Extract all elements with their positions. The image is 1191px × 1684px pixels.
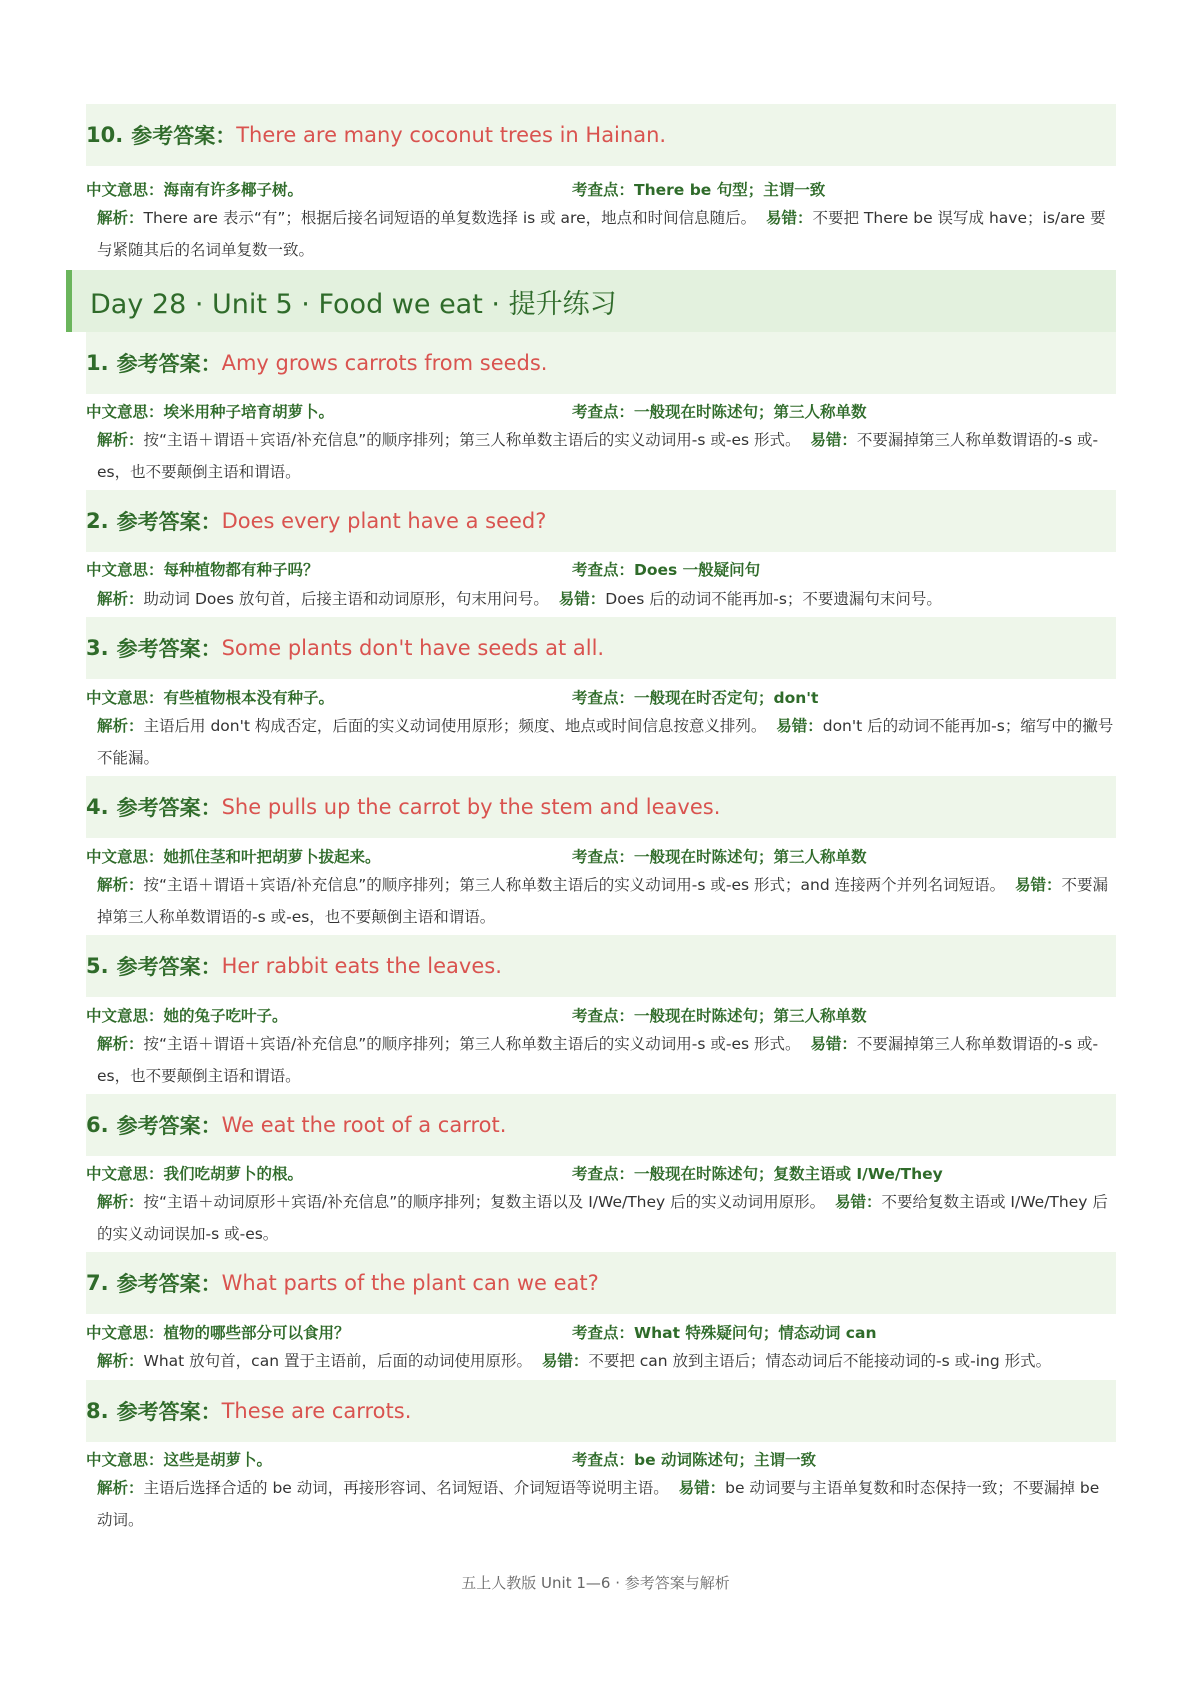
answer-text: There are many coconut trees in Hainan. — [236, 123, 667, 147]
page-footer: 五上人教版 Unit 1—6 · 参考答案与解析 — [461, 1574, 730, 1592]
answer-bar-4 — [86, 776, 1116, 838]
exp-text: 按“主语＋动词原形＋宾语/补充信息”的顺序排列；复数主语以及 I/We/They 后的实义动词用原形。 — [143, 1193, 826, 1211]
explanation-4 — [97, 869, 1116, 933]
meaning-text: 我们吃胡萝卜的根。 — [163, 1165, 304, 1183]
meaning-text: 有些植物根本没有种子。 — [163, 689, 335, 707]
err-label: 易错： — [765, 209, 813, 227]
exp-label: 解析： — [97, 1352, 144, 1370]
explanation-8 — [97, 1472, 1116, 1536]
meta-row-8 — [86, 1448, 1116, 1474]
item-number: 3. — [86, 636, 109, 660]
answer-bar-8 — [86, 1380, 1116, 1442]
err-text: Does 后的动词不能再加-s；不要遗漏句末问号。 — [605, 590, 942, 608]
item-number: 5. — [86, 954, 109, 978]
err-text: 不要给复数主语或 I/We/They 后的实义动词误加-s 或-es。 — [97, 1193, 1108, 1243]
point-label: 考查点： — [572, 181, 635, 199]
point-text: be 动词陈述句；主谓一致 — [634, 1451, 817, 1469]
meta-row-5 — [86, 1004, 1116, 1030]
answer-bar-10 — [86, 104, 1116, 166]
answer-text: Amy grows carrots from seeds. — [221, 351, 548, 375]
answer-text: What parts of the plant can we eat? — [221, 1271, 599, 1295]
answer-label: 参考答案： — [116, 1400, 222, 1424]
answer-text: We eat the root of a carrot. — [221, 1113, 507, 1137]
answer-text: Does every plant have a seed? — [221, 509, 547, 533]
item-number: 8. — [86, 1399, 109, 1423]
point-text: 一般现在时陈述句；复数主语或 I/We/They — [634, 1165, 943, 1183]
answer-text: These are carrots. — [221, 1399, 412, 1423]
point-text: There be 句型；主谓一致 — [634, 181, 826, 199]
answer-label: 参考答案： — [116, 1272, 222, 1296]
meta-row-10 — [86, 178, 1116, 204]
meta-row-2 — [86, 558, 1116, 584]
meaning-label: 中文意思： — [86, 1324, 164, 1342]
meaning-label: 中文意思： — [86, 848, 164, 866]
meaning-label: 中文意思： — [86, 181, 164, 199]
day-header: Day 28 · Unit 5 · Food we eat · 提升练习 — [66, 270, 1116, 332]
exp-label: 解析： — [97, 876, 144, 894]
point-label: 考查点： — [572, 1007, 635, 1025]
exp-label: 解析： — [97, 590, 144, 608]
meaning-label: 中文意思： — [86, 1165, 164, 1183]
answer-bar-7 — [86, 1252, 1116, 1314]
answer-bar-1 — [86, 332, 1116, 394]
err-text: don't 后的动词不能再加-s；缩写中的撇号不能漏。 — [97, 717, 1114, 767]
item-number: 1. — [86, 351, 109, 375]
item-number: 10. — [86, 123, 124, 147]
meaning-text: 她的兔子吃叶子。 — [163, 1007, 288, 1025]
answer-text: Some plants don't have seeds at all. — [221, 636, 605, 660]
point-label: 考查点： — [572, 848, 635, 866]
point-text: 一般现在时陈述句；第三人称单数 — [634, 403, 867, 421]
meaning-text: 每种植物都有种子吗？ — [163, 561, 319, 579]
point-label: 考查点： — [572, 561, 635, 579]
item-number: 4. — [86, 795, 109, 819]
meaning-text: 海南有许多椰子树。 — [163, 181, 304, 199]
exp-text: 主语后选择合适的 be 动词，再接形容词、名词短语、介词短语等说明主语。 — [143, 1479, 669, 1497]
meta-row-4 — [86, 845, 1116, 871]
explanation-7 — [97, 1345, 1116, 1377]
exp-text: What 放句首，can 置于主语前，后面的动词使用原形。 — [143, 1352, 532, 1370]
answer-bar-5 — [86, 935, 1116, 997]
item-number: 2. — [86, 509, 109, 533]
explanation-2 — [97, 583, 1116, 615]
err-label: 易错： — [1014, 876, 1062, 894]
meta-row-1 — [86, 400, 1116, 426]
err-label: 易错： — [541, 1352, 589, 1370]
answer-label: 参考答案： — [131, 124, 237, 148]
answer-label: 参考答案： — [116, 352, 222, 376]
exp-label: 解析： — [97, 717, 144, 735]
explanation-10 — [97, 202, 1116, 266]
point-label: 考查点： — [572, 1165, 635, 1183]
explanation-3 — [97, 710, 1116, 774]
exp-text: 按“主语＋谓语＋宾语/补充信息”的顺序排列；第三人称单数主语后的实义动词用-s 或-es 形式；and 连接两个并列名词短语。 — [143, 876, 1006, 894]
meta-row-7 — [86, 1321, 1116, 1347]
meaning-label: 中文意思： — [86, 689, 164, 707]
point-label: 考查点： — [572, 689, 635, 707]
answer-label: 参考答案： — [116, 510, 222, 534]
meaning-label: 中文意思： — [86, 561, 164, 579]
explanation-1 — [97, 424, 1116, 488]
point-label: 考查点： — [572, 1451, 635, 1469]
err-label: 易错： — [776, 717, 823, 735]
answer-text: She pulls up the carrot by the stem and leaves. — [221, 795, 721, 819]
exp-text: 主语后用 don't 构成否定，后面的实义动词使用原形；频度、地点或时间信息按意义排列。 — [143, 717, 767, 735]
point-label: 考查点： — [572, 403, 635, 421]
answer-bar-2 — [86, 490, 1116, 552]
exp-text: 助动词 Does 放句首，后接主语和动词原形，句末用问号。 — [143, 590, 549, 608]
point-text: 一般现在时否定句；don't — [634, 689, 819, 707]
err-label: 易错： — [810, 431, 857, 449]
point-text: 一般现在时陈述句；第三人称单数 — [634, 848, 867, 866]
meaning-text: 植物的哪些部分可以食用？ — [163, 1324, 350, 1342]
err-label: 易错： — [834, 1193, 882, 1211]
meaning-label: 中文意思： — [86, 1451, 164, 1469]
answer-label: 参考答案： — [116, 955, 222, 979]
meta-row-3 — [86, 686, 1116, 712]
err-text: 不要漏掉第三人称单数谓语的-s 或-es，也不要颠倒主语和谓语。 — [97, 431, 1099, 481]
point-text: What 特殊疑问句；情态动词 can — [634, 1324, 877, 1342]
meaning-text: 她抓住茎和叶把胡萝卜拔起来。 — [163, 848, 381, 866]
exp-label: 解析： — [97, 431, 144, 449]
err-text: 不要漏掉第三人称单数谓语的-s 或-es，也不要颠倒主语和谓语。 — [97, 876, 1109, 926]
meaning-text: 埃米用种子培育胡萝卜。 — [163, 403, 335, 421]
err-label: 易错： — [558, 590, 606, 608]
point-text: Does 一般疑问句 — [634, 561, 761, 579]
answer-label: 参考答案： — [116, 637, 222, 661]
exp-label: 解析： — [97, 1035, 144, 1053]
exp-text: 按“主语＋谓语＋宾语/补充信息”的顺序排列；第三人称单数主语后的实义动词用-s 或-es 形式。 — [143, 431, 801, 449]
explanation-6 — [97, 1186, 1116, 1250]
answer-bar-3 — [86, 617, 1116, 679]
exp-label: 解析： — [97, 1479, 144, 1497]
meaning-text: 这些是胡萝卜。 — [163, 1451, 273, 1469]
meaning-label: 中文意思： — [86, 1007, 164, 1025]
point-label: 考查点： — [572, 1324, 635, 1342]
point-text: 一般现在时陈述句；第三人称单数 — [634, 1007, 867, 1025]
exp-text: 按“主语＋谓语＋宾语/补充信息”的顺序排列；第三人称单数主语后的实义动词用-s 或-es 形式。 — [143, 1035, 801, 1053]
err-text: 不要漏掉第三人称单数谓语的-s 或-es，也不要颠倒主语和谓语。 — [97, 1035, 1099, 1085]
answer-label: 参考答案： — [116, 796, 222, 820]
meaning-label: 中文意思： — [86, 403, 164, 421]
meta-row-6 — [86, 1162, 1116, 1188]
answer-label: 参考答案： — [116, 1114, 222, 1138]
exp-text: There are 表示“有”；根据后接名词短语的单复数选择 is 或 are，地点和时间信息随后。 — [143, 209, 757, 227]
err-label: 易错： — [810, 1035, 857, 1053]
explanation-5 — [97, 1028, 1116, 1092]
err-text: be 动词要与主语单复数和时态保持一致；不要漏掉 be 动词。 — [97, 1479, 1100, 1529]
err-text: 不要把 There be 误写成 have；is/are 要与紧随其后的名词单复数一致。 — [97, 209, 1106, 259]
answer-bar-6 — [86, 1094, 1116, 1156]
item-number: 7. — [86, 1271, 109, 1295]
err-label: 易错： — [678, 1479, 726, 1497]
item-number: 6. — [86, 1113, 109, 1137]
err-text: 不要把 can 放到主语后；情态动词后不能接动词的-s 或-ing 形式。 — [588, 1352, 1052, 1370]
exp-label: 解析： — [97, 1193, 144, 1211]
answer-text: Her rabbit eats the leaves. — [221, 954, 502, 978]
exp-label: 解析： — [97, 209, 144, 227]
